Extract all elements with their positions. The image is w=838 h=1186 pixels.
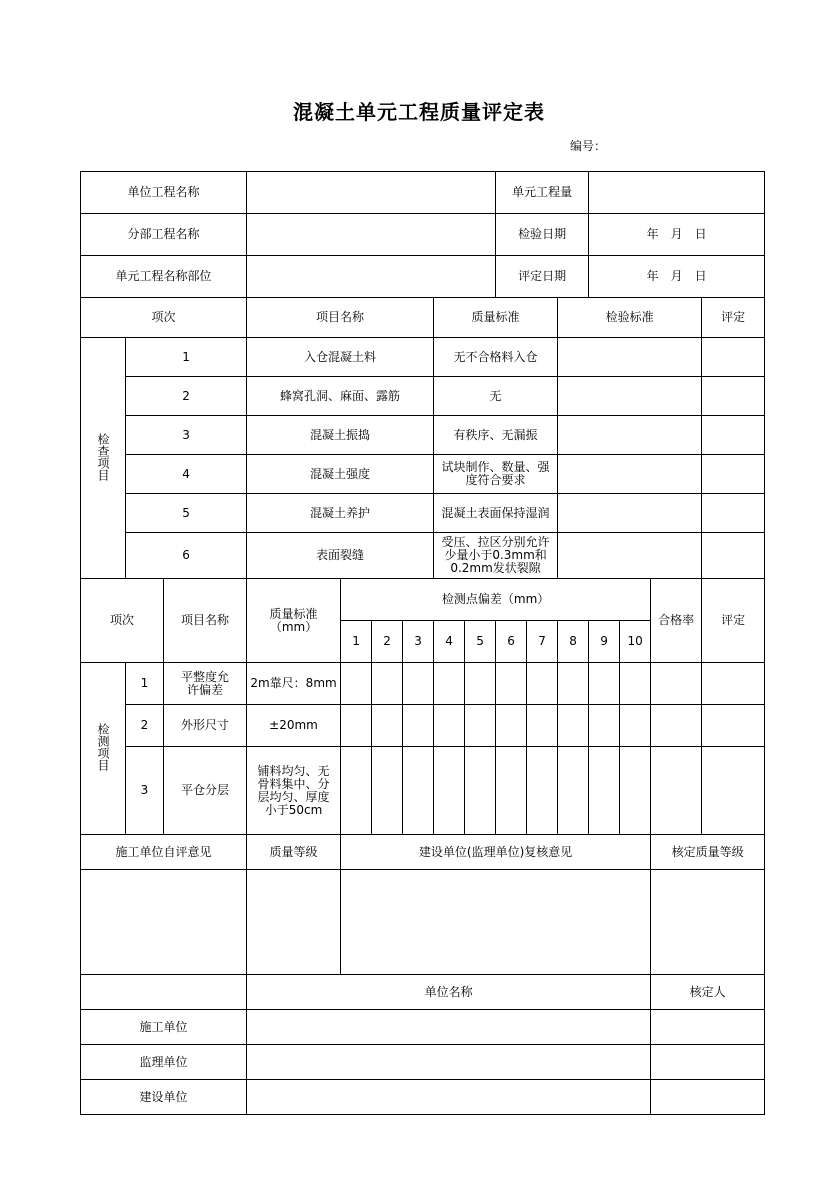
measure-cell: [372, 705, 403, 747]
label-inspection-date: 检验日期: [496, 214, 589, 256]
opinion-verified-grade-value: [651, 870, 765, 975]
measure-cell: [403, 705, 434, 747]
measure-row-no: 3: [126, 747, 164, 835]
point-header: 10: [620, 621, 651, 663]
measure-cell: [620, 747, 651, 835]
point-header: 5: [465, 621, 496, 663]
check-row-name: 表面裂缝: [247, 533, 434, 579]
label-unit-work-quantity: 单元工程量: [496, 172, 589, 214]
check-row-rating: [702, 533, 765, 579]
measure-cell: [527, 663, 558, 705]
measure-pass-rate: [651, 663, 702, 705]
measure-cell: [620, 663, 651, 705]
check-row-inspect: [558, 377, 702, 416]
measure-row-name: 平整度允许偏差: [164, 663, 247, 705]
check-row-inspect: [558, 533, 702, 579]
check-row-inspect: [558, 455, 702, 494]
label-division-project-name: 分部工程名称: [81, 214, 247, 256]
measure-row-name: 外形尺寸: [164, 705, 247, 747]
check-row-std: 无: [434, 377, 558, 416]
measure-col-pass-rate: 合格率: [651, 579, 702, 663]
signoff-verifier-value: [651, 1045, 765, 1080]
measure-cell: [558, 705, 589, 747]
value-unit-project-location: [247, 256, 496, 298]
value-unit-work-quantity: [589, 172, 765, 214]
measure-cell: [403, 747, 434, 835]
measure-cell: [434, 663, 465, 705]
signoff-row-label: 建设单位: [81, 1080, 247, 1115]
signoff-row-label: 监理单位: [81, 1045, 247, 1080]
point-header: 8: [558, 621, 589, 663]
opinion-quality-grade-label: 质量等级: [247, 835, 341, 870]
value-division-project-name: [247, 214, 496, 256]
point-header: 4: [434, 621, 465, 663]
check-row-rating: [702, 494, 765, 533]
point-header: 6: [496, 621, 527, 663]
measure-cell: [372, 747, 403, 835]
measure-col-item-no: 项次: [81, 579, 164, 663]
point-header: 9: [589, 621, 620, 663]
check-group-label: 检查项目: [81, 338, 126, 579]
check-row-inspect: [558, 416, 702, 455]
check-row-std: 无不合格料入仓: [434, 338, 558, 377]
label-unit-project-location: 单元工程名称部位: [81, 256, 247, 298]
measure-col-rating: 评定: [702, 579, 765, 663]
check-row-no: 5: [126, 494, 247, 533]
signoff-unit-name-value: [247, 1010, 651, 1045]
measure-rating: [702, 663, 765, 705]
check-row-name: 入仓混凝土料: [247, 338, 434, 377]
measure-cell: [341, 705, 372, 747]
signoff-row-label: 施工单位: [81, 1010, 247, 1045]
check-row-no: 3: [126, 416, 247, 455]
check-col-item-name: 项目名称: [247, 298, 434, 338]
measure-cell: [589, 663, 620, 705]
check-row-std: 试块制作、数量、强度符合要求: [434, 455, 558, 494]
measure-cell: [465, 747, 496, 835]
measure-col-points: 检测点偏差（mm）: [341, 579, 651, 621]
check-col-inspect-std: 检验标准: [558, 298, 702, 338]
measure-rating: [702, 747, 765, 835]
check-row-std: 混凝土表面保持湿润: [434, 494, 558, 533]
opinion-self-eval-value: [81, 870, 247, 975]
signoff-verifier-value: [651, 1080, 765, 1115]
measure-col-item-name: 项目名称: [164, 579, 247, 663]
check-row-inspect: [558, 494, 702, 533]
measure-cell: [496, 663, 527, 705]
value-unit-project-name: [247, 172, 496, 214]
signoff-verifier-value: [651, 1010, 765, 1045]
measure-row-no: 2: [126, 705, 164, 747]
check-row-name: 混凝土振捣: [247, 416, 434, 455]
evaluation-table: [80, 171, 765, 1115]
measure-row-std: ±20mm: [247, 705, 341, 747]
check-col-quality-std: 质量标准: [434, 298, 558, 338]
measure-cell: [496, 747, 527, 835]
check-row-no: 1: [126, 338, 247, 377]
check-row-std: 受压、拉区分别允许少量小于0.3mm和0.2mm发状裂隙: [434, 533, 558, 579]
check-row-name: 混凝土强度: [247, 455, 434, 494]
value-inspection-date: 年 月 日: [589, 214, 765, 256]
signoff-verifier-label: 核定人: [651, 975, 765, 1010]
measure-pass-rate: [651, 705, 702, 747]
measure-row-no: 1: [126, 663, 164, 705]
measure-cell: [527, 705, 558, 747]
check-col-item-no: 项次: [81, 298, 247, 338]
check-row-std: 有秩序、无漏振: [434, 416, 558, 455]
value-evaluation-date: 年 月 日: [589, 256, 765, 298]
check-row-no: 4: [126, 455, 247, 494]
measure-cell: [589, 705, 620, 747]
measure-cell: [496, 705, 527, 747]
measure-group-label: 检测项目: [81, 663, 126, 835]
check-row-inspect: [558, 338, 702, 377]
measure-col-quality-std: 质量标准（mm）: [247, 579, 341, 663]
measure-cell: [341, 663, 372, 705]
measure-cell: [372, 663, 403, 705]
check-row-rating: [702, 455, 765, 494]
measure-cell: [465, 705, 496, 747]
check-row-rating: [702, 338, 765, 377]
signoff-unit-name-value: [247, 1080, 651, 1115]
measure-cell: [589, 747, 620, 835]
opinion-verified-grade-label: 核定质量等级: [651, 835, 765, 870]
point-header: 7: [527, 621, 558, 663]
page-title: 混凝土单元工程质量评定表: [293, 100, 545, 124]
measure-row-std: 2m靠尺：8mm: [247, 663, 341, 705]
measure-row-std: 铺料均匀、无骨料集中、分层均匀、厚度小于50cm: [247, 747, 341, 835]
signoff-unit-name-value: [247, 1045, 651, 1080]
measure-cell: [527, 747, 558, 835]
check-row-rating: [702, 416, 765, 455]
signoff-unit-name-label: 单位名称: [247, 975, 651, 1010]
measure-cell: [465, 663, 496, 705]
measure-cell: [434, 705, 465, 747]
check-row-no: 2: [126, 377, 247, 416]
measure-row-name: 平仓分层: [164, 747, 247, 835]
code-label: 编号：: [570, 139, 607, 153]
measure-cell: [558, 663, 589, 705]
signoff-blank: [81, 975, 247, 1010]
measure-rating: [702, 705, 765, 747]
check-row-name: 混凝土养护: [247, 494, 434, 533]
measure-cell: [403, 663, 434, 705]
opinion-review-value: [341, 870, 651, 975]
measure-pass-rate: [651, 747, 702, 835]
measure-cell: [558, 747, 589, 835]
opinion-review-label: 建设单位(监理单位)复核意见: [341, 835, 651, 870]
point-header: 1: [341, 621, 372, 663]
opinion-self-eval-label: 施工单位自评意见: [81, 835, 247, 870]
measure-cell: [434, 747, 465, 835]
point-header: 3: [403, 621, 434, 663]
measure-cell: [341, 747, 372, 835]
check-row-rating: [702, 377, 765, 416]
check-row-no: 6: [126, 533, 247, 579]
point-header: 2: [372, 621, 403, 663]
opinion-quality-grade-value: [247, 870, 341, 975]
label-unit-project-name: 单位工程名称: [81, 172, 247, 214]
check-row-name: 蜂窝孔洞、麻面、露筋: [247, 377, 434, 416]
check-col-rating: 评定: [702, 298, 765, 338]
measure-cell: [620, 705, 651, 747]
label-evaluation-date: 评定日期: [496, 256, 589, 298]
